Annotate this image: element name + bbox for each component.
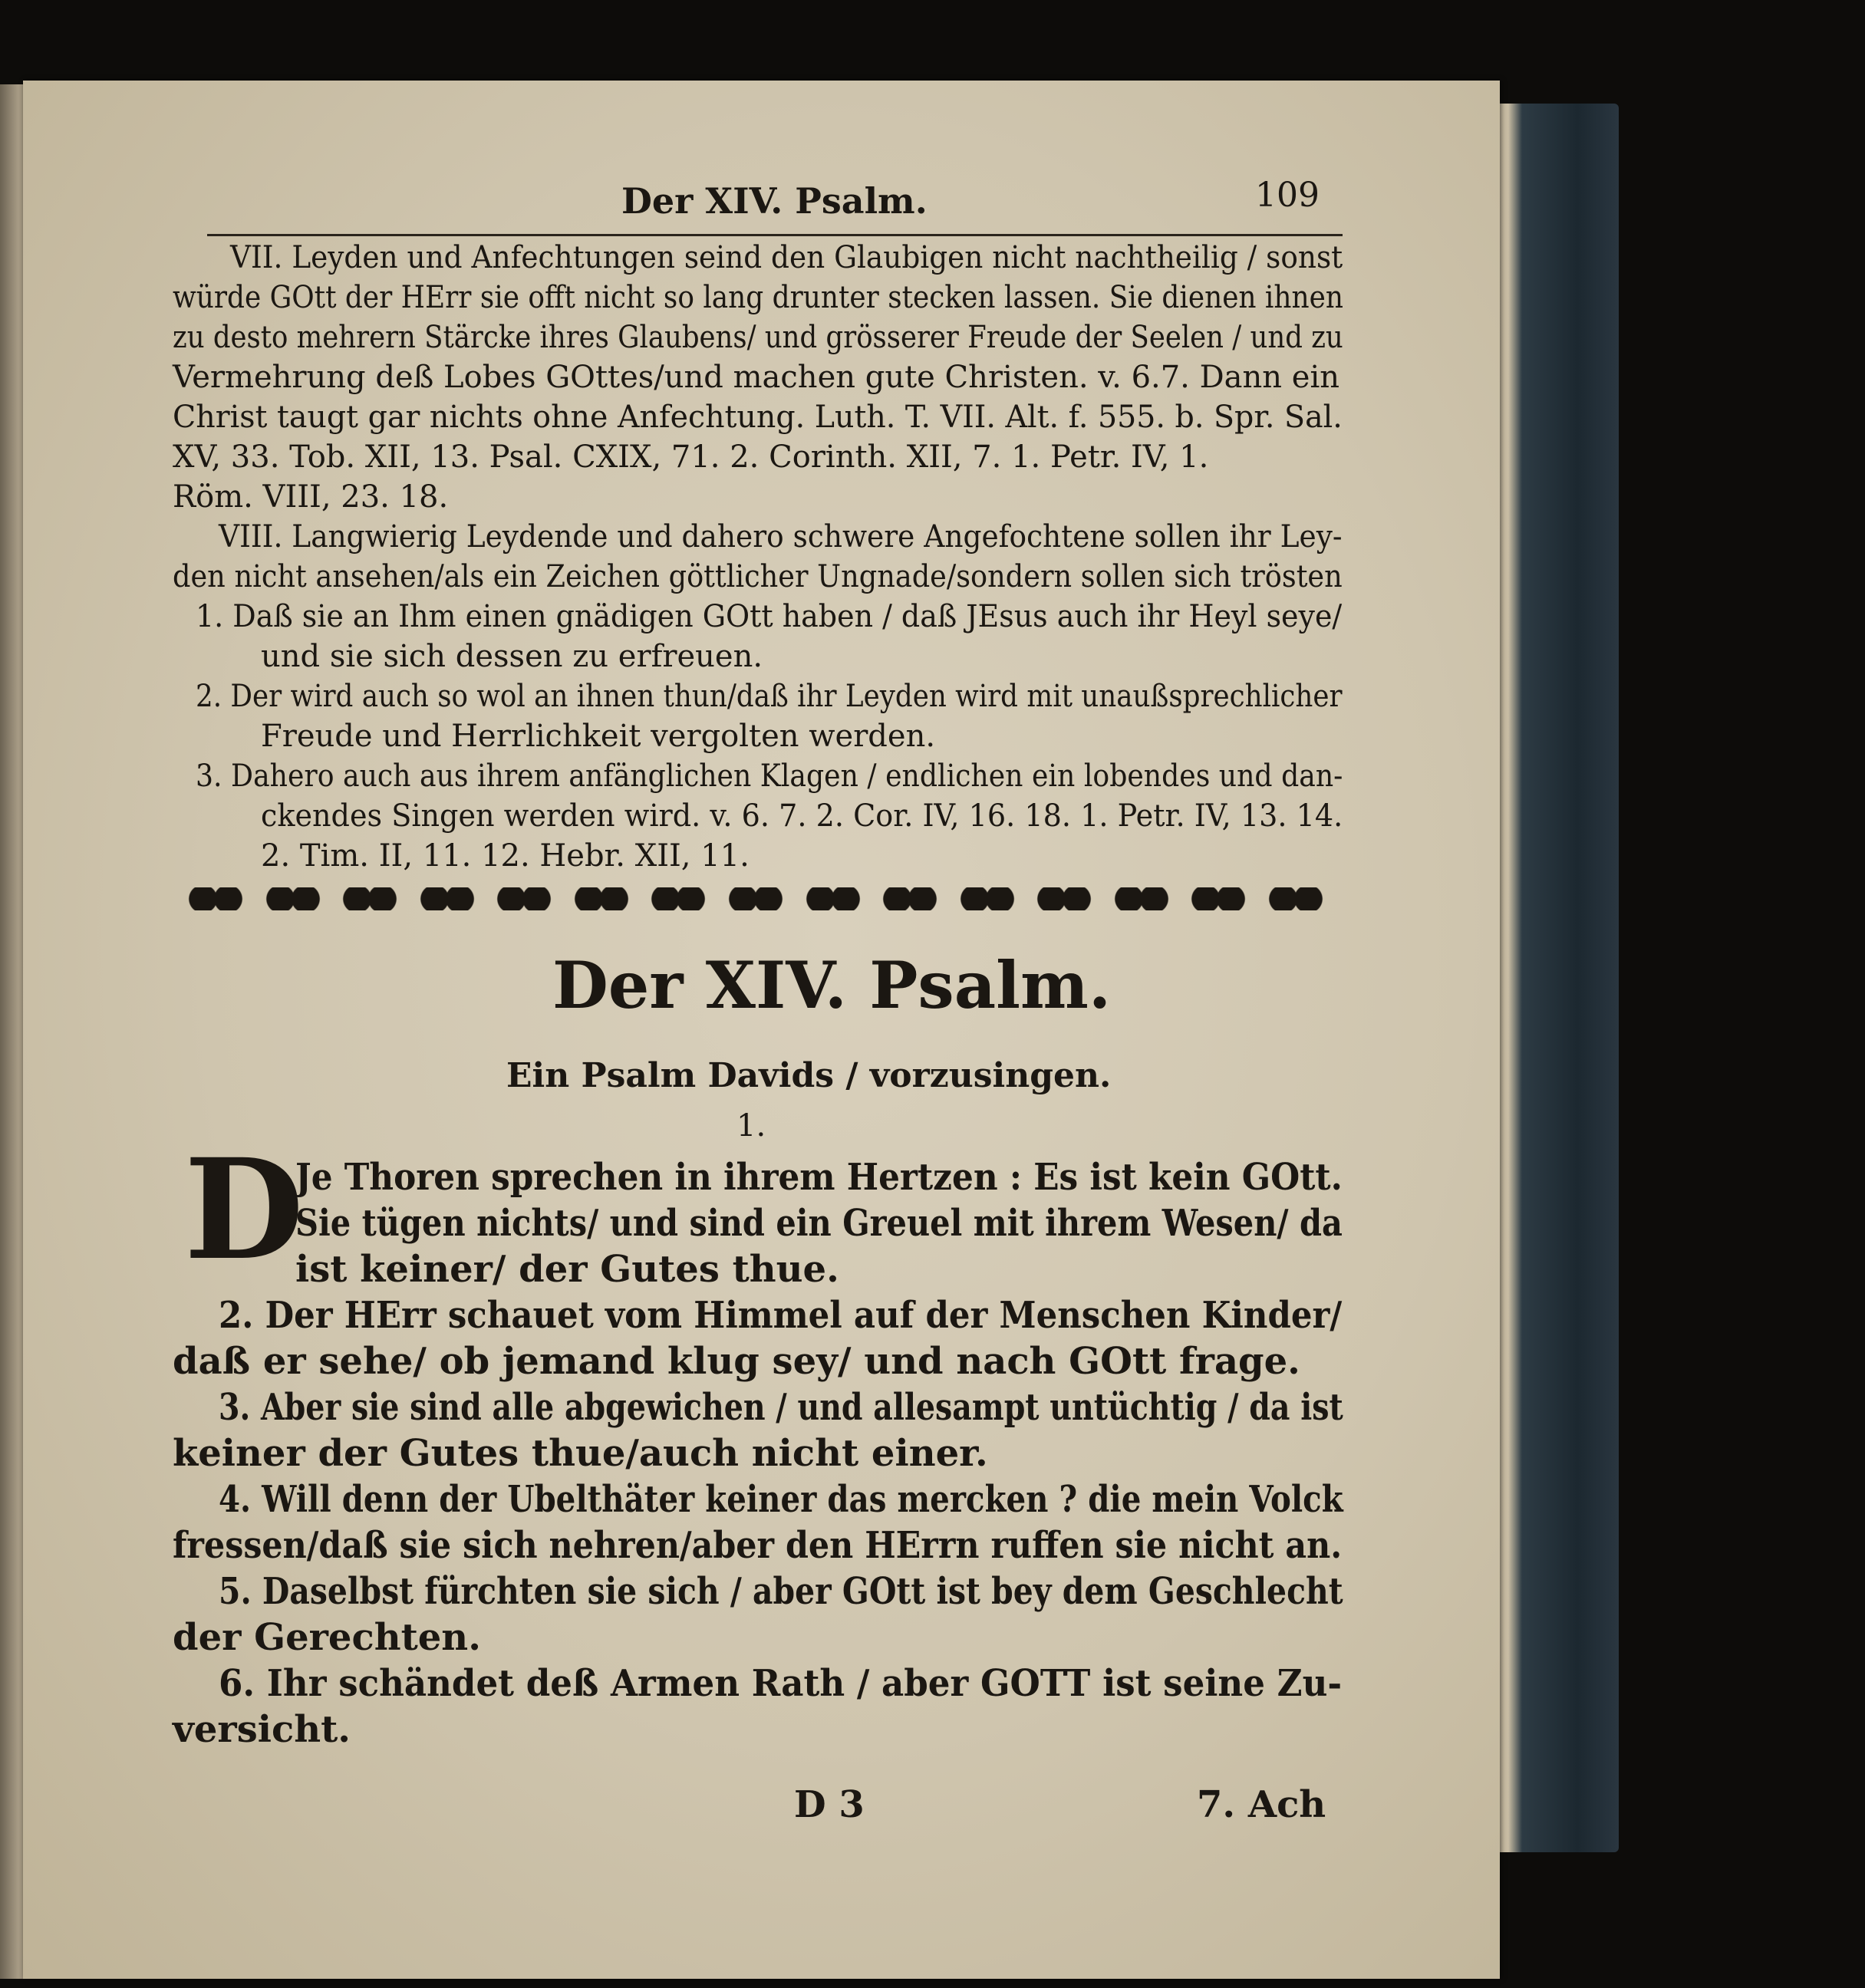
commentary-line: VII. Leyden und Anfechtungen seind den Glaubigen nicht nachtheilig / sonst <box>230 240 1343 275</box>
ornament <box>184 887 247 910</box>
ornament <box>338 887 401 910</box>
ornament <box>493 887 555 910</box>
commentary-line: zu desto mehrern Stärcke ihres Glaubens/ und grösserer Freude der Seelen / und zu <box>173 320 1343 355</box>
running-header <box>207 165 1343 236</box>
commentary-line: würde GOtt der HErr sie offt nicht so lang drunter stecken lassen. Sie dienen ihnen <box>173 280 1343 315</box>
commentary-line: 2. Tim. II, 11. 12. Hebr. XII, 11. <box>261 838 750 874</box>
psalm-line: keiner der Gutes thue/auch nicht einer. <box>173 1432 988 1475</box>
psalm-line: Je Thoren sprechen in ihrem Hertzen : Es ist kein GOtt. <box>295 1156 1343 1199</box>
ornament <box>802 887 865 910</box>
psalm-line: 4. Will denn der Ubelthäter keiner das mercken ? die mein Volck <box>219 1478 1343 1521</box>
psalm-line: 3. Aber sie sind alle abgewichen / und allesampt untüchtig / da ist <box>219 1386 1343 1429</box>
signature-mark: D 3 <box>794 1783 865 1826</box>
page-number: 109 <box>1255 176 1320 215</box>
book-page <box>23 81 1500 1979</box>
psalm-line: 2. Der HErr schauet vom Himmel auf der Menschen Kinder/ <box>219 1294 1343 1337</box>
psalm-line: 6. Ihr schändet deß Armen Rath / aber GOTT ist seine Zu- <box>219 1662 1343 1705</box>
ornament <box>647 887 710 910</box>
psalm-line: Sie tügen nichts/ und sind ein Greuel mit ihrem Wesen/ da <box>295 1202 1343 1245</box>
ornament <box>1110 887 1173 910</box>
commentary-line: den nicht ansehen/als ein Zeichen göttlicher Ungnade/sondern sollen sich trösten <box>173 559 1343 594</box>
commentary-line: Vermehrung deß Lobes GOttes/und machen gute Christen. v. 6.7. Dann ein <box>173 360 1339 395</box>
commentary-line: und sie sich dessen zu erfreuen. <box>261 639 763 674</box>
psalm-subtitle: Ein Psalm Davids / vorzusingen. <box>506 1056 1112 1095</box>
running-title: Der XIV. Psalm. <box>621 180 928 222</box>
commentary-line: VIII. Langwierig Leydende und dahero schwere Angefochtene sollen ihr Ley- <box>219 519 1343 555</box>
ornament <box>1033 887 1096 910</box>
ornament <box>956 887 1019 910</box>
ornament <box>724 887 787 910</box>
psalm-line: fressen/daß sie sich nehren/aber den HErrn ruffen sie nicht an. <box>173 1524 1343 1567</box>
commentary-line: XV, 33. Tob. XII, 13. Psal. CXIX, 71. 2. Corinth. XII, 7. 1. Petr. IV, 1. <box>173 439 1209 475</box>
commentary-line: Freude und Herrlichkeit vergolten werden. <box>261 719 936 754</box>
drop-cap: D <box>184 1129 305 1291</box>
psalm-line: der Gerechten. <box>173 1616 481 1659</box>
commentary-line: Christ taugt gar nichts ohne Anfechtung. Luth. T. VII. Alt. f. 555. b. Spr. Sal. <box>173 400 1343 435</box>
ornament-divider <box>184 882 1327 916</box>
psalm-line: daß er sehe/ ob jemand klug sey/ und nach GOtt frage. <box>173 1340 1300 1383</box>
ornament <box>570 887 633 910</box>
psalm-line: ist keiner/ der Gutes thue. <box>295 1248 839 1291</box>
catchword: 7. Ach <box>1197 1783 1326 1826</box>
commentary-line: ckendes Singen werden wird. v. 6. 7. 2. Cor. IV, 16. 18. 1. Petr. IV, 13. 14. <box>261 798 1343 834</box>
commentary-line: 1. Daß sie an Ihm einen gnädigen GOtt haben / daß JEsus auch ihr Heyl seye/ <box>196 599 1343 634</box>
psalm-title: Der XIV. Psalm. <box>552 947 1112 1023</box>
book-cover <box>1481 104 1619 1852</box>
commentary-line: 3. Dahero auch aus ihrem anfänglichen Klagen / endlichen ein lobendes und dan- <box>196 759 1343 794</box>
ornament <box>878 887 941 910</box>
ornament <box>1264 887 1327 910</box>
ornament <box>416 887 479 910</box>
commentary-line: 2. Der wird auch so wol an ihnen thun/daß ihr Leyden wird mit unaußsprechlicher <box>196 679 1343 714</box>
psalm-line: versicht. <box>173 1708 351 1751</box>
ornament <box>1187 887 1250 910</box>
psalm-line: 5. Daselbst fürchten sie sich / aber GOtt ist bey dem Geschlecht <box>219 1570 1343 1613</box>
verse-numeral: 1. <box>736 1108 766 1144</box>
ornament <box>262 887 325 910</box>
commentary-line: Röm. VIII, 23. 18. <box>173 479 449 515</box>
